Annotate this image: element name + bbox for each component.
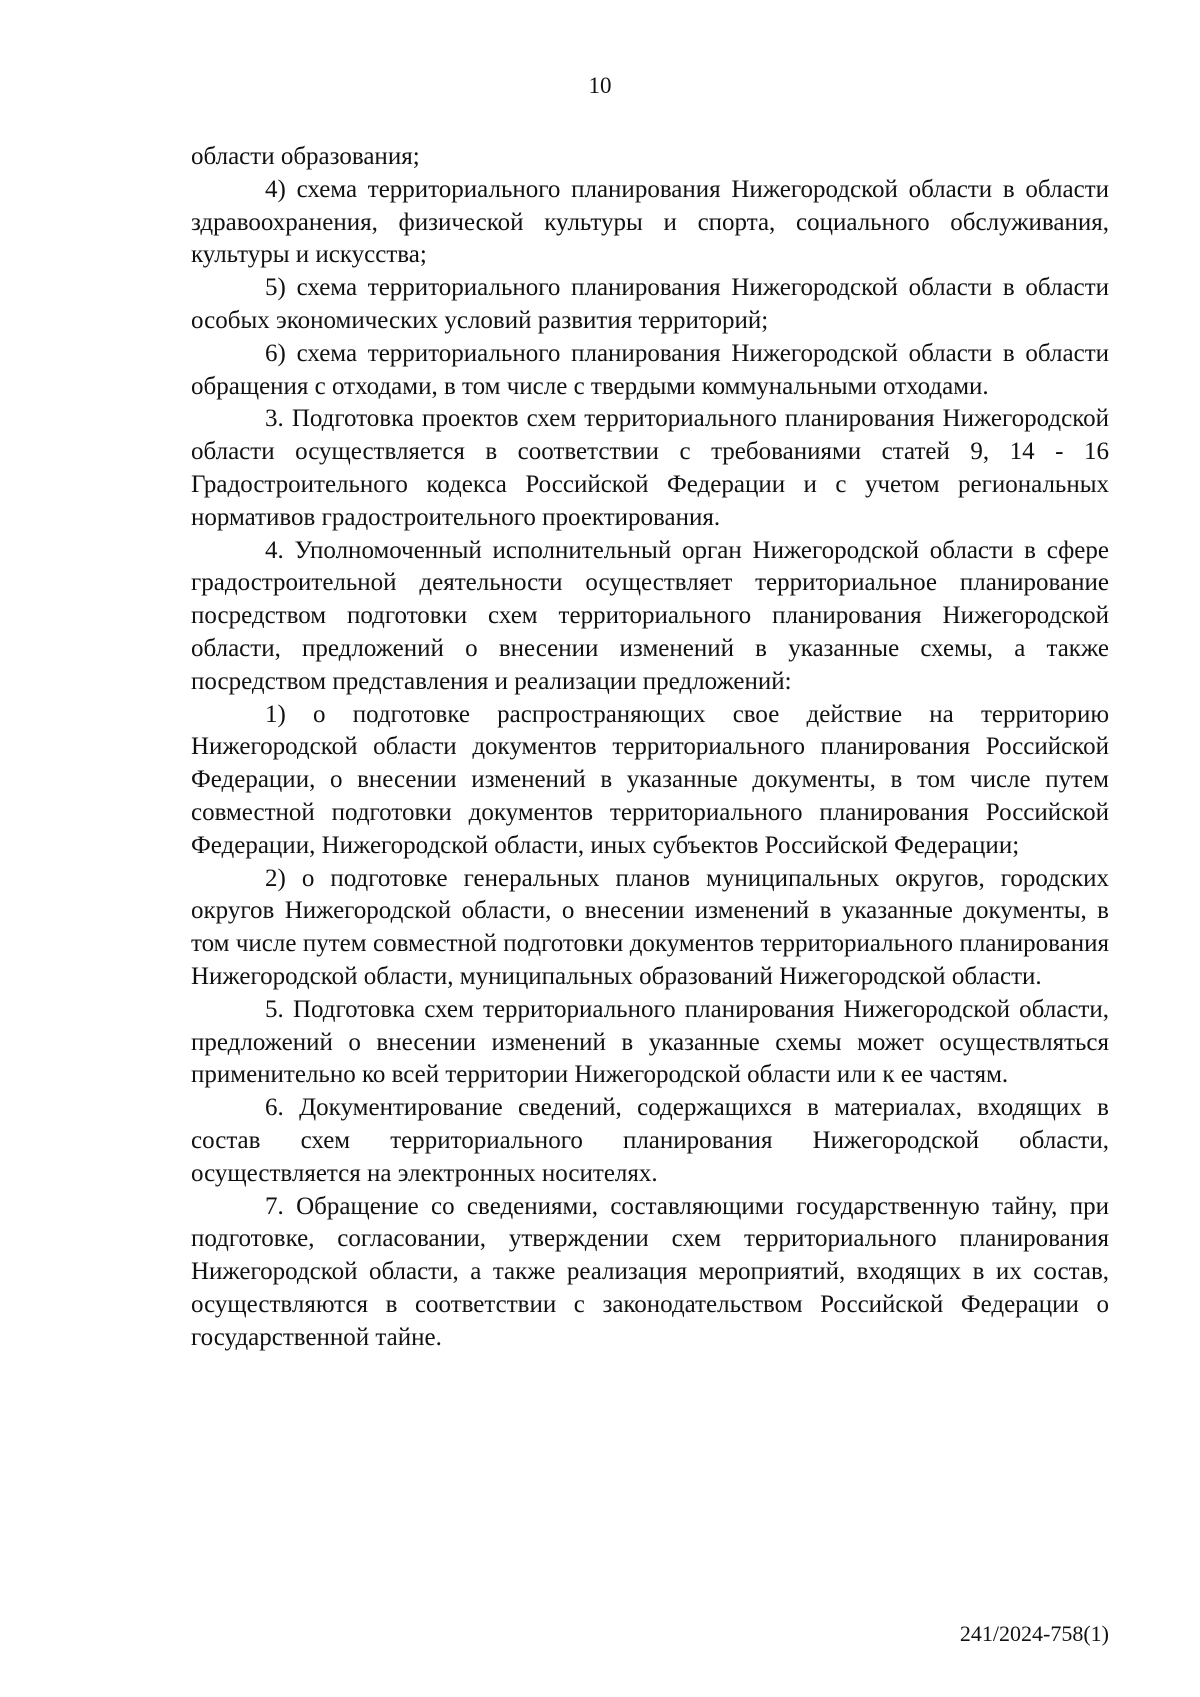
paragraph-item-4: 4) схема территориального планирования Нижегородской области в области здравоохранения, физической культуры и спорта, социального обслуживания, культуры и искусства; <box>191 175 1109 269</box>
paragraph-section-6: 6. Документирование сведений, содержащихся в материалах, входящих в состав схем территориального планирования Нижегородской области, осуществляется на электронных носителях. <box>191 1094 1109 1187</box>
paragraph-section-7: 7. Обращение со сведениями, составляющими государственную тайну, при подготовке, согласовании, утверждении схем территориального планирования Нижегородской области, а также реализация мероприятий, входящих в их состав, осуществляются в соответствии с законодательством Российской Федерации о государственной тайне. <box>191 1192 1109 1351</box>
page-number: 10 <box>588 73 612 98</box>
paragraph-subitem-1: 1) о подготовке распространяющих свое действие на территорию Нижегородской области документов территориального планирования Российской Федерации, о внесении изменений в указанные документы, в том числе путем совместной подготовки документов территориального планирования Российской Федерации, Нижегородской области, иных субъектов Российской Федерации; <box>191 700 1109 859</box>
paragraph-subitem-2: 2) о подготовке генеральных планов муниципальных округов, городских округов Нижегородской области, о внесении изменений в указанные документы, в том числе путем совместной подготовки документов территориального планирования Нижегородской области, муниципальных образований Нижегородской области. <box>191 864 1109 990</box>
paragraph-item-6: 6) схема территориального планирования Нижегородской области в области обращения с отходами, в том числе с твердыми коммунальными отходами. <box>191 339 1109 400</box>
paragraph-section-5: 5. Подготовка схем территориального планирования Нижегородской области, предложений о внесении изменений в указанные схемы может осуществляться применительно ко всей территории Нижегородской области или к ее частям. <box>191 995 1109 1089</box>
paragraph-section-3: 3. Подготовка проектов схем территориального планирования Нижегородской области осуществляется в соответствии с требованиями статей 9, 14 - 16 Градостроительного кодекса Российской Федерации и с учетом региональных нормативов градостроительного проектирования. <box>191 405 1109 531</box>
paragraph-section-4: 4. Уполномоченный исполнительный орган Нижегородской области в сфере градостроительной деятельности осуществляет территориальное планирование посредством подготовки схем территориального планирования Нижегородской области, предложений о внесении изменений в указанные схемы, а также посредством представления и реализации предложений: <box>191 536 1109 695</box>
document-code: 241/2024-758(1) <box>959 1621 1109 1646</box>
paragraph-item-5: 5) схема территориального планирования Нижегородской области в области особых экономических условий развития территорий; <box>191 274 1109 334</box>
paragraph-continuation: области образования; <box>191 143 420 170</box>
document-body <box>191 141 1109 1354</box>
